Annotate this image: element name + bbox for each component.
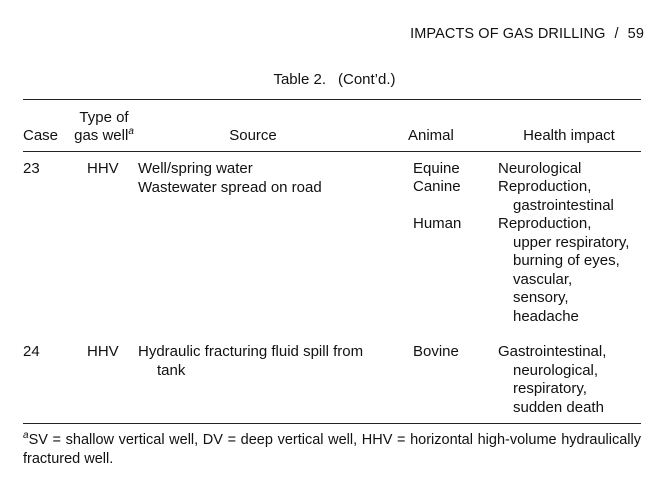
row-23-animal-human: Human xyxy=(413,215,462,232)
table-caption-continued: (Cont’d.) xyxy=(338,71,396,88)
health-line: vascular, xyxy=(513,270,573,288)
row-23-source-line: Well/spring water xyxy=(138,160,253,177)
running-head xyxy=(410,26,644,42)
table-bottom-rule xyxy=(23,423,641,424)
header-footnote-mark: a xyxy=(128,126,134,137)
row-24-case: 24 xyxy=(23,343,40,360)
row-23-source xyxy=(138,160,322,197)
row-23-animal-equine: Equine xyxy=(413,160,460,177)
header-source: Source xyxy=(229,127,277,144)
table-footnote xyxy=(23,431,641,468)
running-head-separator: / xyxy=(614,26,619,42)
health-line: respiratory, xyxy=(513,380,587,397)
row-23-health-equine xyxy=(498,160,581,179)
row-23-case: 23 xyxy=(23,160,40,177)
health-line: Reproduction, xyxy=(498,178,592,195)
health-line: Reproduction, xyxy=(498,215,592,232)
health-line: sudden death xyxy=(513,398,604,416)
row-24-source-line: Hydraulic fracturing fluid spill from xyxy=(138,343,364,360)
row-24-source xyxy=(138,343,363,380)
header-case: Case xyxy=(23,127,59,144)
health-line: headache xyxy=(513,307,579,325)
row-24-health-bovine xyxy=(498,343,606,417)
health-line: Neurological xyxy=(498,160,582,177)
health-line: gastrointestinal xyxy=(513,196,614,214)
row-23-animal-canine: Canine xyxy=(413,178,461,195)
health-line: burning of eyes, xyxy=(513,252,620,269)
table-caption-label: Table 2. xyxy=(273,71,326,88)
page-number: 59 xyxy=(627,26,644,42)
header-animal: Animal xyxy=(408,127,454,144)
row-23-health-canine xyxy=(498,178,614,215)
footnote-text: SV = shallow vertical well, DV = deep vertical well, HHV = horizontal high-volume hydraulically fractured well. xyxy=(23,432,641,467)
health-line: Gastrointestinal, xyxy=(498,343,607,360)
row-24-animal-bovine: Bovine xyxy=(413,343,459,360)
header-type-line2: gas well xyxy=(74,127,129,144)
health-line: neurological, xyxy=(513,361,599,379)
header-type-line1: Type of xyxy=(79,109,129,126)
health-line: upper respiratory, xyxy=(513,233,630,251)
header-type-of-gas-well xyxy=(67,109,141,145)
row-23-source-line: Wastewater spread on road xyxy=(138,178,322,196)
header-health-impact: Health impact xyxy=(523,127,615,144)
table-caption xyxy=(0,71,669,88)
row-24-type: HHV xyxy=(87,343,119,360)
footnote-mark: a xyxy=(23,430,29,442)
table-top-rule xyxy=(23,99,641,100)
row-23-type: HHV xyxy=(87,160,119,177)
table-header-rule xyxy=(23,151,641,152)
running-head-title: IMPACTS OF GAS DRILLING xyxy=(410,26,606,42)
row-24-source-line: tank xyxy=(157,361,186,379)
row-23-health-human xyxy=(498,215,629,326)
health-line: sensory, xyxy=(513,289,569,306)
